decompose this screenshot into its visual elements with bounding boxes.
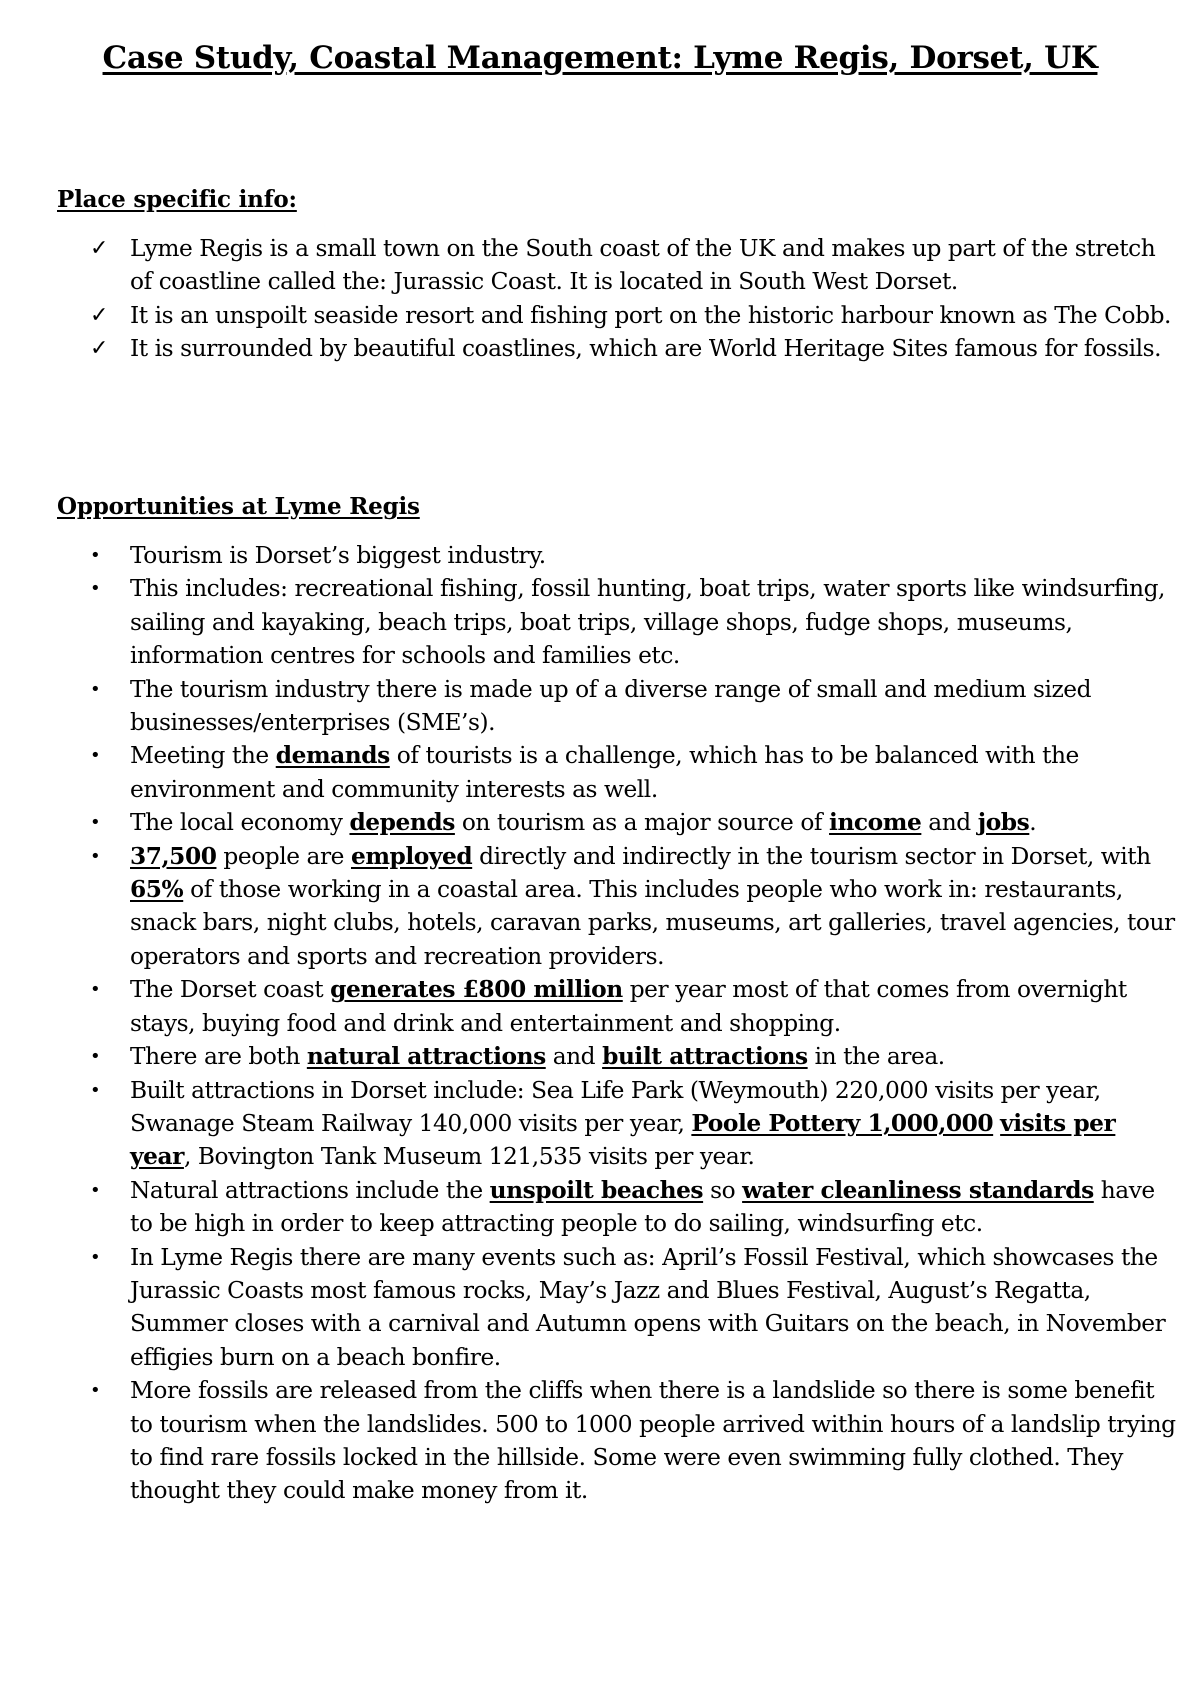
opportunity-item	[0, 840, 1190, 974]
opportunity-text	[130, 1174, 1176, 1241]
text-fragment: .	[1029, 809, 1037, 837]
checkmark-icon: ✓	[90, 302, 108, 328]
text-fragment: people are	[216, 842, 351, 870]
opportunity-item	[0, 673, 1190, 740]
place-info-list	[0, 232, 1190, 366]
opportunities-list	[0, 539, 1190, 1508]
text-fragment: The local economy	[130, 809, 350, 837]
bullet-icon: •	[90, 545, 101, 566]
place-info-text: Lyme Regis is a small town on the South coast of the UK and makes up part of the stretch of coastline called the: Jurassic Coast. It is located in South West Dorset.	[130, 235, 1156, 296]
bullet-icon: •	[90, 1380, 101, 1402]
bullet-icon: •	[90, 745, 101, 767]
text-fragment: in the area.	[807, 1043, 945, 1071]
bullet-icon: •	[90, 1246, 101, 1268]
emphasis-text: demands	[275, 742, 390, 770]
text-fragment: Tourism is Dorset’s biggest industry.	[130, 542, 546, 569]
opportunity-item	[0, 572, 1190, 672]
opportunity-item	[0, 1241, 1190, 1375]
place-info-item	[0, 332, 1190, 365]
text-fragment: Meeting the	[130, 742, 276, 770]
opportunity-text	[130, 973, 1176, 1040]
text-fragment: of those working in a coastal area. This includes people who work in: restaurants, snack bars, night clubs, hotels, caravan parks, museums, art galleries, travel agencies, tour operators and sports and recreation providers.	[130, 876, 1175, 970]
opportunity-item	[0, 973, 1190, 1040]
opportunities-heading: Opportunities at Lyme Regis	[57, 493, 420, 520]
emphasis-text: built attractions	[602, 1043, 808, 1071]
bullet-icon: •	[90, 845, 101, 867]
bullet-icon: •	[90, 1179, 101, 1201]
text-fragment: so	[703, 1176, 743, 1204]
bullet-icon: •	[90, 578, 101, 600]
emphasis-text: depends	[349, 809, 455, 837]
opportunity-item	[0, 1374, 1190, 1508]
text-fragment: Natural attractions include the	[130, 1176, 490, 1204]
emphasis-text: 37,500	[130, 842, 217, 870]
checkmark-icon: ✓	[90, 236, 108, 261]
opportunity-text	[130, 539, 1176, 572]
emphasis-text: natural attractions	[306, 1043, 546, 1071]
text-fragment: directly and indirectly in the tourism sector in Dorset, with	[472, 842, 1151, 870]
bullet-icon: •	[90, 1079, 101, 1101]
opportunity-text	[130, 673, 1176, 740]
text-fragment: The Dorset coast	[130, 976, 331, 1004]
emphasis-text: jobs	[977, 809, 1030, 837]
place-info-item	[0, 232, 1190, 299]
text-fragment: This includes: recreational fishing, fossil hunting, boat trips, water sports like windsurfing, sailing and kayaking, beach trips, boat trips, village shops, fudge shops, museums, information centres for schools and families etc.	[130, 575, 1165, 670]
opportunity-text	[130, 1040, 1176, 1073]
bullet-icon: •	[90, 812, 101, 834]
checkmark-icon: ✓	[90, 336, 108, 362]
text-fragment: have to be high in order to keep attracting people to do sailing, windsurfing etc.	[130, 1176, 1155, 1238]
emphasis-text: visits per year	[130, 1109, 1116, 1171]
place-info-item	[0, 299, 1190, 332]
opportunity-item	[0, 1040, 1190, 1073]
bullet-icon: •	[90, 979, 101, 1001]
bullet-icon: •	[90, 678, 101, 700]
place-info-text: It is surrounded by beautiful coastlines, which are World Heritage Sites famous for fossils.	[130, 335, 1162, 363]
opportunity-text	[130, 1241, 1176, 1375]
opportunity-item	[0, 739, 1190, 806]
text-fragment: More fossils are released from the cliffs when there is a landslide so there is some benefit to tourism when the landslides. 500 to 1000 people arrived within hours of a landslip trying to find rare fossils locked in the hillside. Some were even swimming fully clothed. They thought they could make money from it.	[130, 1377, 1176, 1505]
text-fragment: In Lyme Regis there are many events such as: April’s Fossil Festival, which showcases the Jurassic Coasts most famous rocks, May’s Jazz and Blues Festival, August’s Regatta, Summer closes with a carnival and Autumn opens with Guitars on the beach, in November effigies burn on a beach bonfire.	[130, 1243, 1166, 1371]
emphasis-text: 65%	[130, 876, 184, 904]
emphasis-text: Poole Pottery 1,000,000	[691, 1109, 994, 1137]
opportunity-item	[0, 806, 1190, 839]
text-fragment: There are both	[130, 1043, 307, 1071]
text-fragment: of tourists is a challenge, which has to be balanced with the environment and community interests as well.	[130, 742, 1079, 803]
emphasis-text: generates £800 million	[330, 976, 623, 1004]
opportunity-text	[130, 572, 1176, 672]
opportunity-text	[130, 806, 1176, 839]
text-fragment: , Bovington Tank Museum 121,535 visits per year.	[183, 1143, 755, 1171]
emphasis-text: employed	[350, 842, 473, 870]
text-fragment: and	[545, 1043, 603, 1071]
place-info-text: It is an unspoilt seaside resort and fishing port on the historic harbour known as The Cobb.	[130, 301, 1171, 329]
emphasis-text: income	[829, 809, 922, 837]
opportunity-text	[130, 1374, 1176, 1508]
place-info-heading: Place specific info:	[57, 186, 297, 213]
opportunity-item	[0, 539, 1190, 572]
emphasis-text: unspoilt beaches	[489, 1176, 704, 1204]
opportunity-item	[0, 1174, 1190, 1241]
text-fragment: on tourism as a major source of	[454, 809, 830, 837]
opportunity-text	[130, 1074, 1176, 1174]
text-fragment: and	[921, 809, 978, 837]
opportunity-text	[130, 739, 1176, 806]
text-fragment: Built attractions in Dorset include: Sea Life Park (Weymouth) 220,000 visits per year, Swanage Steam Railway 140,000 visits per year,	[130, 1076, 1101, 1137]
bullet-icon: •	[90, 1046, 101, 1068]
emphasis-text: water cleanliness standards	[742, 1176, 1094, 1204]
page-title: Case Study, Coastal Management: Lyme Regis, Dorset, UK	[102, 40, 1098, 76]
text-fragment: per year most of that comes from overnight stays, buying food and drink and entertainment and shopping.	[130, 976, 1127, 1037]
opportunity-item	[0, 1074, 1190, 1174]
opportunity-text	[130, 840, 1176, 974]
text-fragment: The tourism industry there is made up of a diverse range of small and medium sized businesses/enterprises (SME’s).	[130, 675, 1092, 737]
